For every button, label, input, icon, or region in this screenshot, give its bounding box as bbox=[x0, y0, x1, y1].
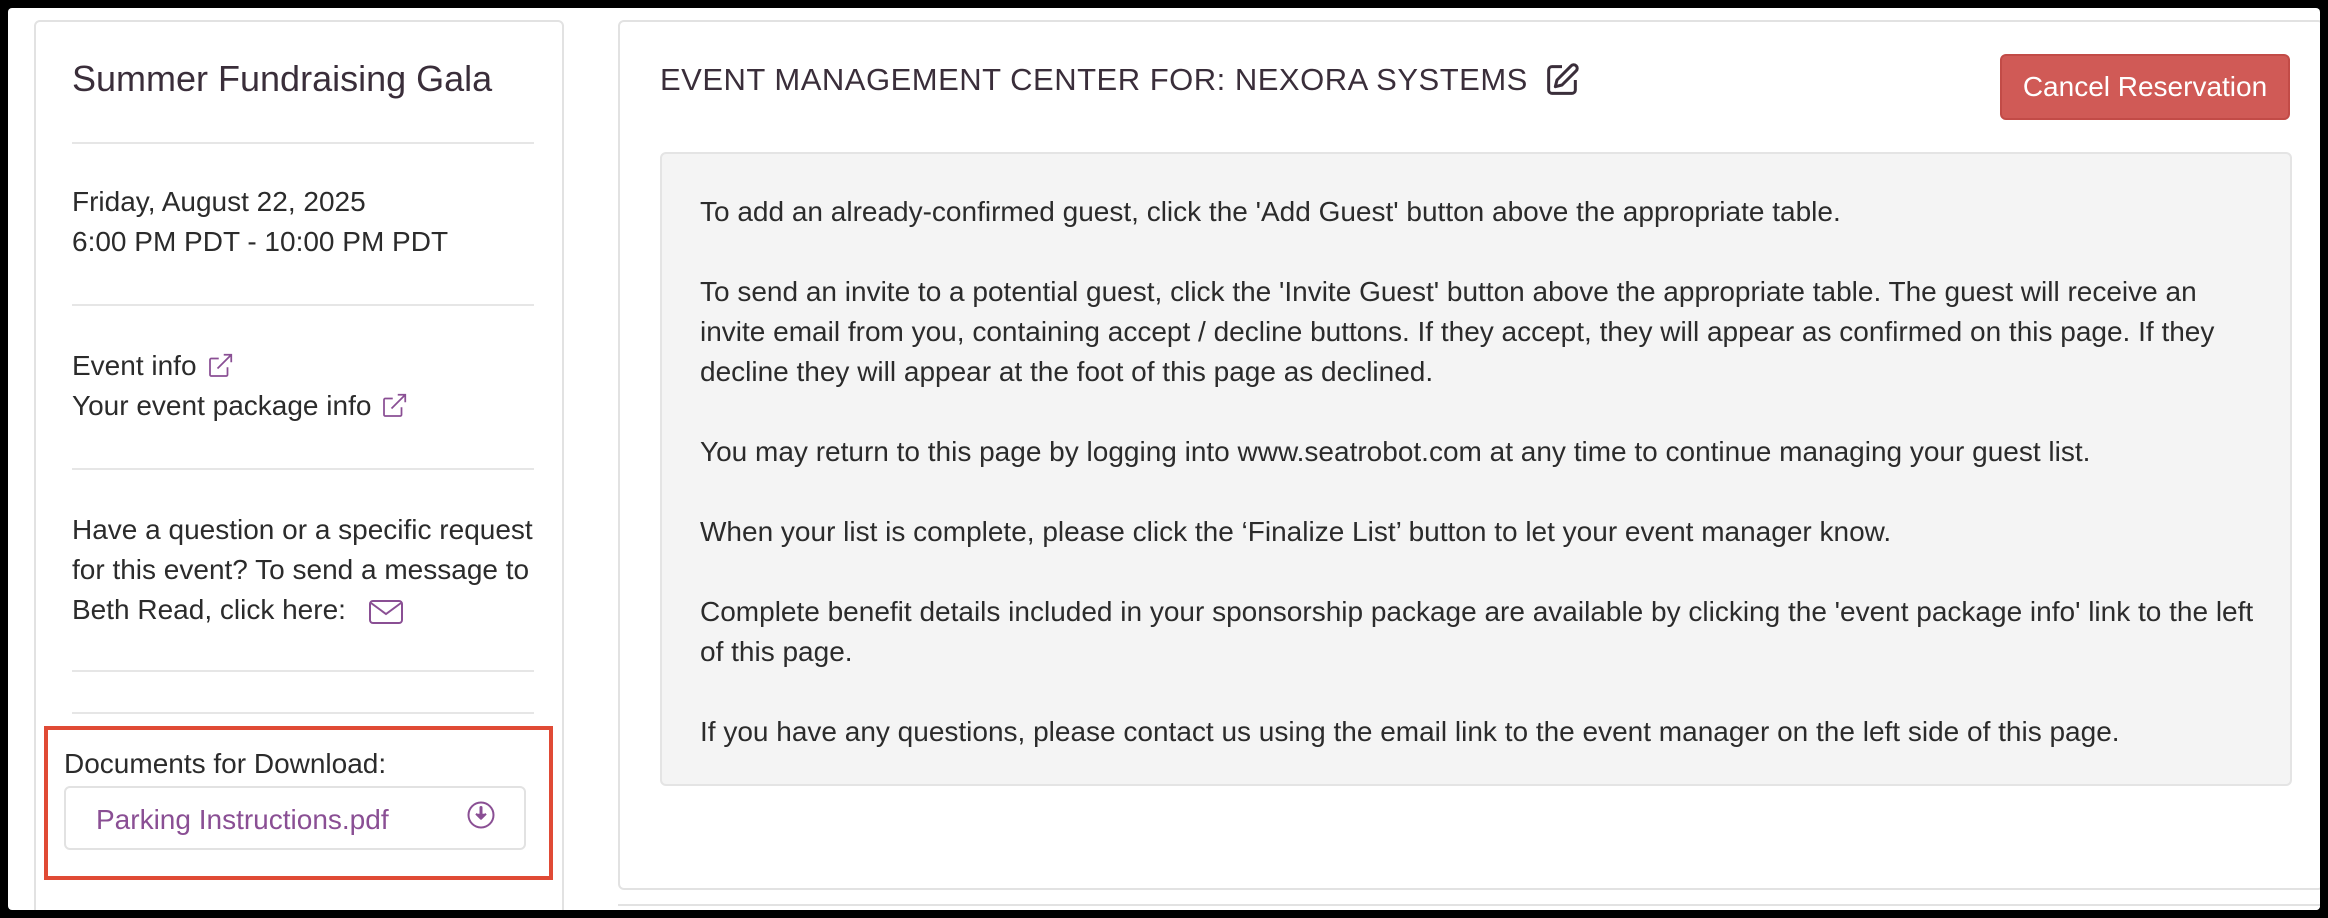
document-item[interactable] bbox=[64, 786, 526, 850]
divider bbox=[72, 670, 534, 672]
divider bbox=[72, 142, 534, 144]
instruction-paragraph: When your list is complete, please click the ‘Finalize List’ button to let your event manager know. bbox=[700, 516, 1892, 547]
instruction-paragraph: To send an invite to a potential guest, click the 'Invite Guest' button above the appropriate table. The guest will receive an invite email from you, containing accept / decline buttons. If they accept, they will appear as confirmed on this page. If they decline they will appear at the foot of this page as declined. bbox=[700, 276, 2215, 387]
package-info-label: Your event package info bbox=[72, 390, 372, 421]
divider bbox=[72, 468, 534, 470]
mail-icon[interactable] bbox=[368, 599, 404, 625]
event-management-card bbox=[618, 20, 2320, 890]
download-circle-icon[interactable] bbox=[466, 800, 496, 830]
document-name[interactable]: Parking Instructions.pdf bbox=[96, 804, 389, 835]
external-link-icon bbox=[379, 391, 409, 421]
contact-text-line3: Beth Read, click here: bbox=[72, 594, 346, 625]
event-date: Friday, August 22, 2025 bbox=[72, 186, 366, 217]
event-info-link[interactable] bbox=[72, 346, 235, 386]
instruction-paragraph: Complete benefit details included in your sponsorship package are available by clicking the 'event package info' link to the left of this page. bbox=[700, 596, 2254, 667]
page-title: EVENT MANAGEMENT CENTER FOR: NEXORA SYSTEMS bbox=[660, 62, 1528, 97]
management-title-row bbox=[660, 60, 1582, 100]
event-title: Summer Fundraising Gala bbox=[72, 58, 493, 99]
divider bbox=[72, 304, 534, 306]
instruction-paragraph: If you have any questions, please contact us using the email link to the event manager on the left side of this page. bbox=[700, 716, 2120, 747]
contact-text-line3-row bbox=[72, 590, 404, 630]
event-info-label: Event info bbox=[72, 350, 197, 381]
contact-text-line1: Have a question or a specific request bbox=[72, 514, 533, 545]
documents-label: Documents for Download: bbox=[64, 748, 387, 779]
instruction-paragraph: To add an already-confirmed guest, click the 'Add Guest' button above the appropriate table. bbox=[700, 196, 1841, 227]
page-frame bbox=[8, 8, 2320, 910]
edit-icon[interactable] bbox=[1542, 60, 1582, 100]
event-time: 6:00 PM PDT - 10:00 PM PDT bbox=[72, 226, 449, 257]
divider bbox=[72, 712, 534, 714]
external-link-icon bbox=[205, 351, 235, 381]
documents-download-section bbox=[44, 726, 553, 880]
cancel-reservation-button[interactable]: Cancel Reservation bbox=[2000, 54, 2290, 120]
contact-text-line2: for this event? To send a message to bbox=[72, 554, 530, 585]
next-card-edge bbox=[618, 904, 2320, 910]
package-info-link[interactable] bbox=[72, 386, 409, 426]
instructions-panel bbox=[660, 152, 2292, 786]
instruction-paragraph: You may return to this page by logging into www.seatrobot.com at any time to continue managing your guest list. bbox=[700, 436, 2091, 467]
